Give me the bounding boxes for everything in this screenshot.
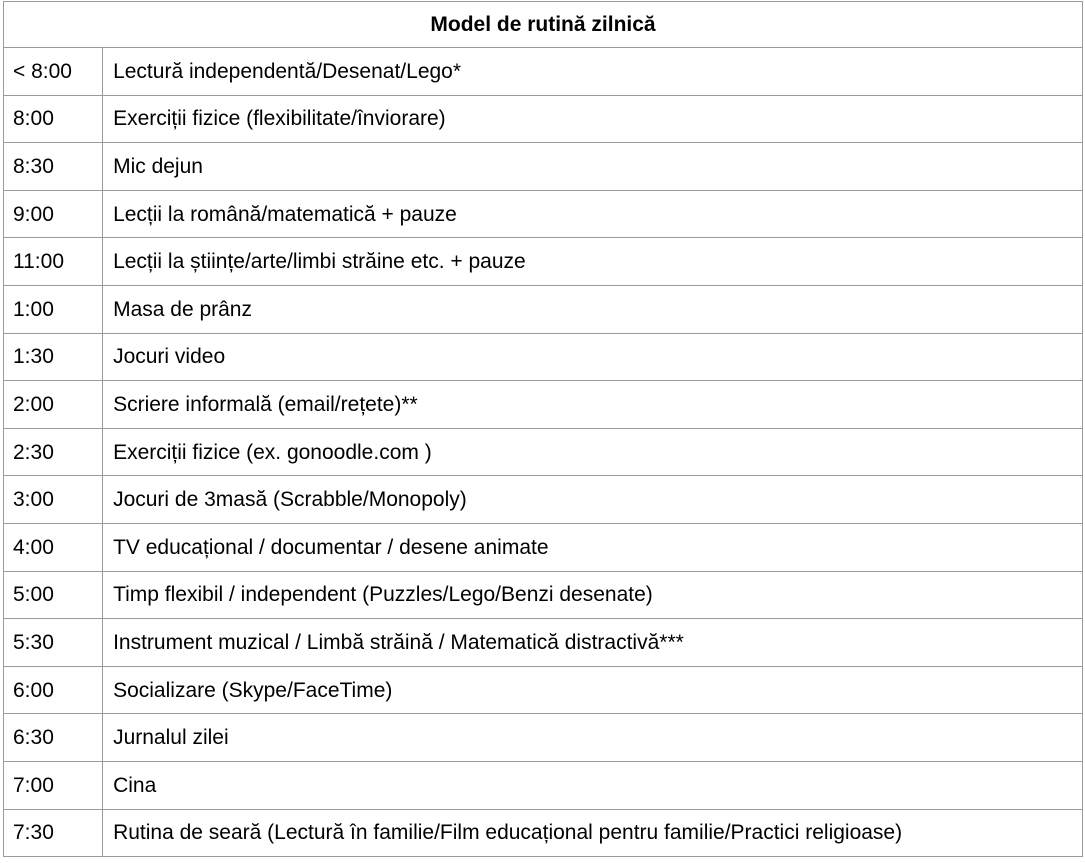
activity-cell: Socializare (Skype/FaceTime) <box>103 666 1083 714</box>
activity-cell: Rutina de seară (Lectură în familie/Film educațional pentru familie/Practici religioase) <box>103 809 1083 857</box>
activity-cell: TV educațional / documentar / desene animate <box>103 523 1083 571</box>
time-cell: 7:30 <box>4 809 103 857</box>
time-cell: 2:00 <box>4 381 103 429</box>
time-cell: 4:00 <box>4 523 103 571</box>
activity-cell: Exerciții fizice (flexibilitate/înviorare) <box>103 95 1083 143</box>
activity-cell: Jurnalul zilei <box>103 714 1083 762</box>
time-cell: 8:00 <box>4 95 103 143</box>
table-row <box>4 95 1083 143</box>
time-cell: 9:00 <box>4 190 103 238</box>
time-cell: 11:00 <box>4 238 103 286</box>
time-cell: 6:30 <box>4 714 103 762</box>
time-cell: 5:00 <box>4 571 103 619</box>
activity-cell: Instrument muzical / Limbă străină / Matematică distractivă*** <box>103 619 1083 667</box>
activity-cell: Lectură independentă/Desenat/Lego* <box>103 48 1083 96</box>
time-cell: 8:30 <box>4 143 103 191</box>
activity-cell: Exerciții fizice (ex. gonoodle.com ) <box>103 428 1083 476</box>
daily-routine-table <box>3 1 1083 857</box>
time-cell: 3:00 <box>4 476 103 524</box>
table-row <box>4 190 1083 238</box>
time-cell: 6:00 <box>4 666 103 714</box>
activity-cell: Mic dejun <box>103 143 1083 191</box>
table-title: Model de rutină zilnică <box>4 2 1083 48</box>
activity-cell: Jocuri video <box>103 333 1083 381</box>
time-cell: 1:30 <box>4 333 103 381</box>
table-row <box>4 381 1083 429</box>
table-row <box>4 761 1083 809</box>
activity-cell: Scriere informală (email/rețete)** <box>103 381 1083 429</box>
activity-cell: Masa de prânz <box>103 285 1083 333</box>
table-row <box>4 666 1083 714</box>
time-cell: 5:30 <box>4 619 103 667</box>
table-row <box>4 285 1083 333</box>
table-row <box>4 619 1083 667</box>
table-row <box>4 714 1083 762</box>
time-cell: 1:00 <box>4 285 103 333</box>
table-row <box>4 48 1083 96</box>
table-row <box>4 238 1083 286</box>
table-row <box>4 571 1083 619</box>
table-row <box>4 809 1083 857</box>
activity-cell: Timp flexibil / independent (Puzzles/Lego/Benzi desenate) <box>103 571 1083 619</box>
time-cell: 2:30 <box>4 428 103 476</box>
table-header-row <box>4 2 1083 48</box>
activity-cell: Cina <box>103 761 1083 809</box>
table-row <box>4 428 1083 476</box>
table-row <box>4 143 1083 191</box>
table-row <box>4 476 1083 524</box>
table-row <box>4 523 1083 571</box>
time-cell: 7:00 <box>4 761 103 809</box>
time-cell: < 8:00 <box>4 48 103 96</box>
activity-cell: Jocuri de 3masă (Scrabble/Monopoly) <box>103 476 1083 524</box>
activity-cell: Lecții la română/matematică + pauze <box>103 190 1083 238</box>
table-row <box>4 333 1083 381</box>
activity-cell: Lecții la științe/arte/limbi străine etc. + pauze <box>103 238 1083 286</box>
